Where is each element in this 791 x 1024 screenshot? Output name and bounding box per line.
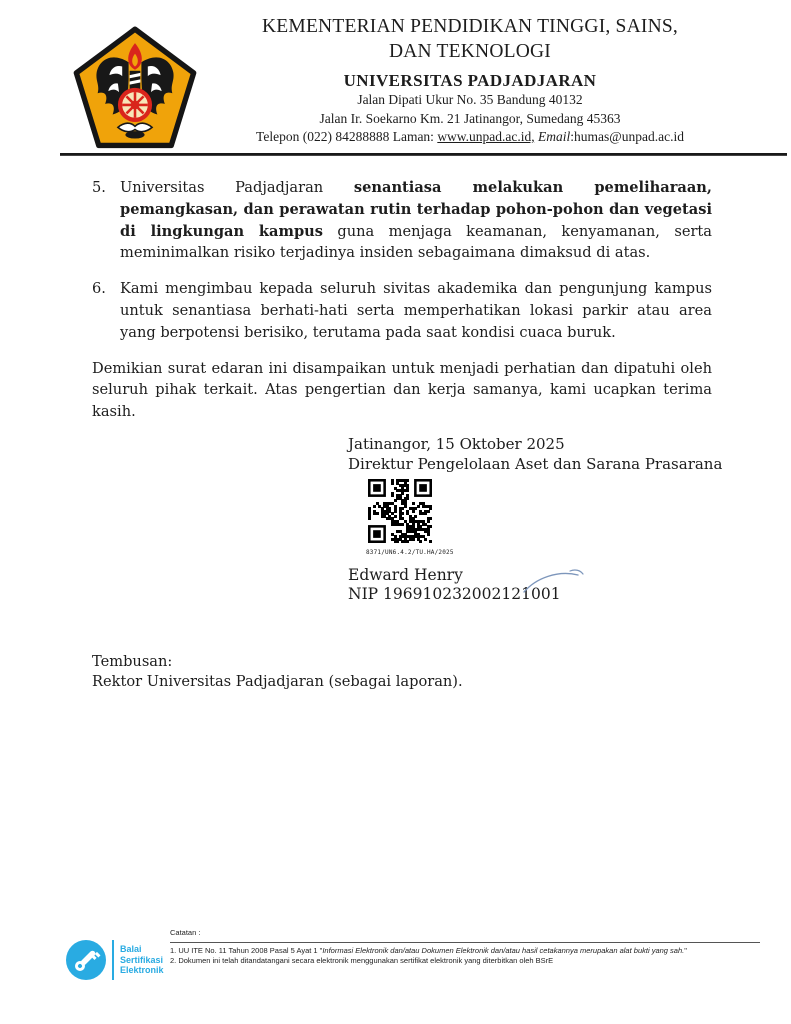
note1-prefix: 1. UU ITE No. 11 Tahun 2008 Pasal 5 Ayat 1 " xyxy=(170,945,323,955)
list-text xyxy=(120,278,712,343)
tembusan-block xyxy=(92,652,463,691)
letterhead-text xyxy=(200,14,740,147)
list-text xyxy=(120,177,712,264)
website-text: www.unpad.ac.id, xyxy=(437,129,535,144)
email-label: Email xyxy=(538,129,571,144)
ministry-name-line2: DAN TEKNOLOGI xyxy=(388,41,551,62)
bsre-name xyxy=(120,944,164,976)
qr-code xyxy=(368,479,432,543)
signer-nip: NIP 196910232002121001 xyxy=(348,585,561,603)
unpad-logo-icon xyxy=(70,26,200,154)
ministry-name-line1: KEMENTERIAN PENDIDIKAN TINGGI, SAINS, xyxy=(262,16,678,37)
closing-paragraph: Demikian surat edaran ini disampaikan untuk menjadi perhatian dan dipatuhi oleh seluruh pihak terkait. Atas pengertian dan kerja samanya, kami ucapkan terima kasih. xyxy=(92,359,712,421)
pen-squiggle-icon xyxy=(520,566,590,598)
header-divider xyxy=(60,153,787,156)
letter-body xyxy=(92,177,712,423)
tembusan-item: Rektor Universitas Padjadjaran (sebagai laporan). xyxy=(92,672,463,690)
bsre-divider xyxy=(112,940,114,980)
footer-note-1 xyxy=(170,946,760,957)
phone-text: Telepon (022) 84288888 Laman: xyxy=(256,129,438,144)
qr-caption: 8371/UN6.4.2/TU.HA/2025 xyxy=(366,549,454,556)
address-line2: Jalan Ir. Soekarno Km. 21 Jatinangor, Sumedang 45363 xyxy=(319,110,621,126)
university-name: UNIVERSITAS PADJADJARAN xyxy=(343,71,597,90)
list-item-6 xyxy=(92,278,712,343)
bsre-badge-icon xyxy=(64,938,108,982)
item5-lead: Universitas Padjadjaran xyxy=(120,179,354,196)
footer-notes xyxy=(170,928,760,967)
contact-line xyxy=(200,128,740,147)
signer-name: Edward Henry xyxy=(348,565,463,584)
address-line1: Jalan Dipati Ukur No. 35 Bandung 40132 xyxy=(357,92,583,107)
bsre-name-line3: Elektronik xyxy=(120,965,164,976)
bsre-logo xyxy=(64,938,164,982)
note1-quote: Informasi Elektronik dan/atau Dokumen Elektronik dan/atau hasil cetakannya merupakan alat bukti yang sah. xyxy=(322,945,685,955)
tembusan-label: Tembusan: xyxy=(92,653,173,670)
bsre-name-line2: Sertifikasi xyxy=(120,954,164,965)
place-date: Jatinangor, 15 Oktober 2025 xyxy=(348,435,565,453)
item5-rest: guna menjaga keamanan, kenyamanan, serta meminimalkan risiko terjadinya insiden sebagaimana dimaksud di atas. xyxy=(120,222,712,262)
list-item-5 xyxy=(92,177,712,264)
email-text: :humas@unpad.ac.id xyxy=(570,129,684,144)
signer-title: Direktur Pengelolaan Aset dan Sarana Prasarana xyxy=(348,454,723,473)
item6-text: Kami mengimbau kepada seluruh sivitas akademika dan pengunjung kampus untuk senantiasa berhati-hati serta memperhatikan lokasi parkir atau area yang berpotensi berisiko, terutama pada saat kondisi cuaca buruk. xyxy=(120,280,712,341)
item5-bold: senantiasa melakukan pemeliharaan, pemangkasan, dan perawatan rutin terhadap pohon-pohon dan vegetasi di lingkungan kampus xyxy=(120,179,712,240)
catatan-divider xyxy=(170,942,760,943)
note1-suffix: " xyxy=(684,945,687,955)
list-number: 5. xyxy=(92,179,106,196)
list-number: 6. xyxy=(92,280,106,298)
catatan-label: Catatan : xyxy=(170,928,201,937)
footer-note-2: 2. Dokumen ini telah ditandatangani secara elektronik menggunakan sertifikat elektronik yang diterbitkan oleh BSrE xyxy=(170,956,554,965)
bsre-name-line1: Balai xyxy=(120,944,142,955)
